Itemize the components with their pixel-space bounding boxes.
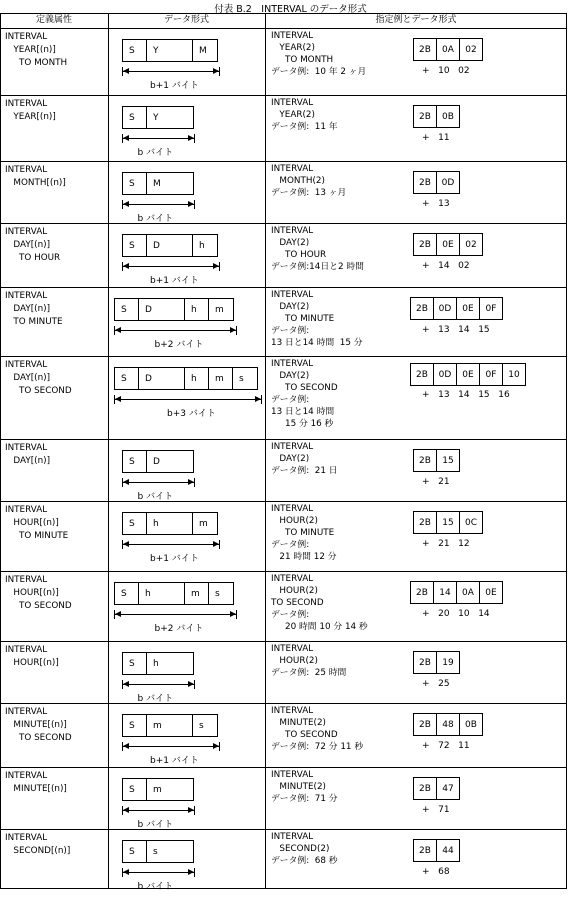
specification-example: INTERVAL HOUR(2) TO MINUTE データ例: 21 時間 12 分 bbox=[271, 504, 337, 562]
field-layout bbox=[122, 778, 194, 801]
size-label: b バイト bbox=[137, 148, 174, 158]
decoded-values: + 13 bbox=[422, 199, 450, 209]
hex-encoding bbox=[410, 287, 565, 356]
hex-encoding bbox=[410, 501, 565, 571]
field-h: h bbox=[199, 240, 205, 251]
row-divider bbox=[0, 287, 567, 288]
specification-example: INTERVAL MINUTE(2) データ例: 71 分 bbox=[271, 770, 338, 804]
header-example-and-format: 指定例とデータ形式 bbox=[375, 15, 457, 25]
dimension-tick-right bbox=[219, 262, 220, 271]
size-dimension-arrow bbox=[122, 200, 195, 209]
hex-byte: 0F bbox=[480, 364, 503, 385]
hex-encoding bbox=[410, 641, 565, 703]
field-layout bbox=[122, 652, 194, 675]
specification-example: INTERVAL HOUR(2) データ例: 25 時間 bbox=[271, 644, 347, 678]
arrowhead-right-icon bbox=[188, 479, 194, 485]
hex-byte: 2B bbox=[411, 582, 434, 603]
field-S: S bbox=[123, 715, 147, 736]
arrowhead-right-icon bbox=[255, 396, 261, 402]
field-m: m bbox=[147, 715, 193, 736]
size-dimension-arrow bbox=[122, 540, 220, 549]
row-divider bbox=[0, 161, 567, 162]
hex-byte: 0A bbox=[457, 582, 480, 603]
data-format-diagram bbox=[110, 767, 265, 829]
field-D: D bbox=[139, 368, 185, 389]
field-layout bbox=[122, 234, 218, 257]
definition-attribute: INTERVAL MINUTE[(n)] TO SECOND bbox=[5, 707, 72, 743]
hex-bytes bbox=[410, 297, 503, 320]
data-format-diagram bbox=[110, 439, 265, 501]
row-divider bbox=[0, 356, 567, 357]
arrowhead-left-icon bbox=[123, 681, 129, 687]
field-S: S bbox=[115, 368, 139, 389]
size-label: b バイト bbox=[137, 820, 174, 830]
size-label: b バイト bbox=[137, 492, 174, 502]
field-layout bbox=[122, 714, 218, 737]
field-S: S bbox=[123, 107, 147, 128]
table-row bbox=[0, 28, 567, 95]
data-format-diagram bbox=[110, 571, 265, 641]
field-layout bbox=[122, 172, 194, 195]
dimension-tick-right bbox=[219, 67, 220, 76]
row-divider bbox=[0, 767, 567, 768]
table-row bbox=[0, 703, 567, 767]
definition-attribute: INTERVAL MINUTE[(n)] bbox=[5, 771, 67, 794]
table-row bbox=[0, 356, 567, 439]
specification-example: INTERVAL SECOND(2) データ例: 68 秒 bbox=[271, 832, 338, 866]
size-label: b+1 バイト bbox=[150, 276, 199, 286]
definition-attribute: INTERVAL MONTH[(n)] bbox=[5, 165, 66, 188]
field-s: s bbox=[153, 846, 158, 857]
hex-encoding bbox=[410, 571, 565, 641]
dimension-line bbox=[114, 399, 262, 400]
row-divider bbox=[0, 888, 567, 889]
size-dimension-arrow bbox=[122, 67, 220, 76]
specification-example: INTERVAL MINUTE(2) TO SECOND データ例: 72 分 11 秒 bbox=[271, 706, 364, 752]
field-S: S bbox=[115, 583, 139, 604]
arrowhead-right-icon bbox=[230, 327, 236, 333]
hex-byte: 0A bbox=[437, 39, 460, 60]
arrowhead-right-icon bbox=[213, 68, 219, 74]
field-S: S bbox=[123, 235, 147, 256]
size-dimension-arrow bbox=[114, 610, 237, 619]
table-row bbox=[0, 767, 567, 829]
dimension-tick-right bbox=[261, 395, 262, 404]
row-divider bbox=[0, 501, 567, 502]
arrowhead-right-icon bbox=[213, 541, 219, 547]
definition-attribute: INTERVAL YEAR[(n)] bbox=[5, 99, 56, 122]
hex-encoding bbox=[410, 767, 565, 829]
field-S: S bbox=[123, 451, 147, 472]
definition-attribute: INTERVAL DAY[(n)] TO HOUR bbox=[5, 227, 61, 263]
hex-encoding bbox=[410, 28, 565, 95]
table-row bbox=[0, 439, 567, 501]
dimension-line bbox=[122, 482, 195, 483]
hex-bytes bbox=[413, 839, 460, 862]
hex-bytes bbox=[413, 38, 483, 61]
field-m: m bbox=[153, 784, 162, 795]
definition-attribute: INTERVAL YEAR[(n)] TO MONTH bbox=[5, 32, 68, 68]
arrowhead-right-icon bbox=[188, 201, 194, 207]
hex-byte: 02 bbox=[465, 239, 477, 250]
dimension-tick-right bbox=[219, 540, 220, 549]
specification-example: INTERVAL MONTH(2) データ例: 13 ヶ月 bbox=[271, 164, 347, 198]
field-S: S bbox=[123, 173, 147, 194]
field-D: D bbox=[147, 235, 193, 256]
arrowhead-left-icon bbox=[123, 807, 129, 813]
hex-bytes bbox=[413, 105, 460, 128]
hex-byte: 2B bbox=[414, 106, 437, 127]
arrowhead-left-icon bbox=[123, 201, 129, 207]
arrowhead-right-icon bbox=[230, 611, 236, 617]
table-row bbox=[0, 287, 567, 356]
size-label: b+1 バイト bbox=[150, 554, 199, 564]
arrowhead-right-icon bbox=[188, 135, 194, 141]
definition-attribute: INTERVAL HOUR[(n)] TO MINUTE bbox=[5, 505, 69, 541]
decoded-values: + 10 02 bbox=[422, 66, 470, 76]
field-h: h bbox=[147, 513, 193, 534]
field-layout bbox=[122, 840, 194, 863]
dimension-line bbox=[122, 204, 195, 205]
data-format-diagram bbox=[110, 161, 265, 223]
decoded-values: + 72 11 bbox=[422, 741, 470, 751]
hex-byte: 0B bbox=[465, 719, 477, 730]
data-format-diagram bbox=[110, 641, 265, 703]
size-dimension-arrow bbox=[122, 742, 220, 751]
dimension-line bbox=[122, 138, 195, 139]
hex-byte: 0C bbox=[464, 517, 477, 528]
arrowhead-left-icon bbox=[115, 611, 121, 617]
hex-bytes bbox=[413, 651, 460, 674]
hex-byte: 0E bbox=[457, 364, 480, 385]
arrowhead-left-icon bbox=[123, 541, 129, 547]
hex-byte: 0E bbox=[437, 234, 460, 255]
dimension-tick-right bbox=[236, 610, 237, 619]
hex-byte: 02 bbox=[465, 44, 477, 55]
specification-example: INTERVAL YEAR(2) TO MONTH データ例: 10 年 2 ヶ月 bbox=[271, 31, 367, 77]
field-Y: Y bbox=[147, 40, 193, 61]
arrowhead-left-icon bbox=[115, 327, 121, 333]
arrowhead-right-icon bbox=[188, 807, 194, 813]
hex-byte: 0E bbox=[485, 587, 497, 598]
hex-byte: 0F bbox=[485, 303, 497, 314]
size-dimension-arrow bbox=[122, 680, 195, 689]
data-format-diagram bbox=[110, 223, 265, 287]
field-h: h bbox=[153, 658, 159, 669]
field-S: S bbox=[123, 841, 147, 862]
hex-encoding bbox=[410, 703, 565, 767]
hex-bytes bbox=[413, 449, 460, 472]
hex-byte: 2B bbox=[411, 364, 434, 385]
hex-byte: 2B bbox=[414, 652, 437, 673]
size-label: b+1 バイト bbox=[150, 81, 199, 91]
hex-byte: 2B bbox=[414, 512, 437, 533]
table-row bbox=[0, 161, 567, 223]
data-format-diagram bbox=[110, 28, 265, 95]
field-h: h bbox=[139, 583, 185, 604]
hex-byte: 0D bbox=[434, 364, 457, 385]
hex-encoding bbox=[410, 223, 565, 287]
dimension-line bbox=[122, 266, 220, 267]
field-layout bbox=[122, 512, 218, 535]
size-label: b+2 バイト bbox=[154, 340, 204, 350]
size-label: b+3 バイト bbox=[167, 409, 216, 419]
field-layout bbox=[114, 298, 234, 321]
field-m: m bbox=[185, 583, 209, 604]
hex-encoding bbox=[410, 356, 565, 439]
field-h: h bbox=[185, 299, 209, 320]
hex-bytes bbox=[413, 713, 483, 736]
row-divider bbox=[0, 439, 567, 440]
table-row bbox=[0, 571, 567, 641]
dimension-tick-right bbox=[194, 200, 195, 209]
size-dimension-arrow bbox=[122, 478, 195, 487]
arrowhead-right-icon bbox=[213, 743, 219, 749]
hex-byte: 19 bbox=[442, 657, 454, 668]
dimension-line bbox=[122, 810, 195, 811]
field-s: s bbox=[215, 588, 220, 599]
dimension-line bbox=[122, 544, 220, 545]
dimension-line bbox=[114, 614, 237, 615]
specification-example: INTERVAL DAY(2) TO MINUTE データ例: 13 日と14 時間 15 分 bbox=[271, 290, 363, 348]
hex-byte: 2B bbox=[414, 778, 437, 799]
size-label: b+1 バイト bbox=[150, 756, 199, 766]
field-Y: Y bbox=[153, 112, 159, 123]
dimension-line bbox=[122, 746, 220, 747]
data-format-diagram bbox=[110, 829, 265, 890]
hex-byte: 2B bbox=[414, 450, 437, 471]
field-S: S bbox=[115, 299, 139, 320]
field-M: M bbox=[199, 45, 207, 56]
row-divider bbox=[0, 223, 567, 224]
row-divider bbox=[0, 829, 567, 830]
data-format-diagram bbox=[110, 356, 265, 439]
arrowhead-left-icon bbox=[123, 479, 129, 485]
field-layout bbox=[114, 582, 234, 605]
hex-byte: 15 bbox=[437, 512, 460, 533]
decoded-values: + 21 bbox=[422, 477, 450, 487]
dimension-line bbox=[114, 330, 237, 331]
row-divider bbox=[0, 13, 567, 14]
decoded-values: + 11 bbox=[422, 133, 450, 143]
hex-encoding bbox=[410, 95, 565, 161]
hex-byte: 0B bbox=[442, 111, 454, 122]
table-row bbox=[0, 223, 567, 287]
arrowhead-left-icon bbox=[115, 396, 121, 402]
hex-bytes bbox=[413, 171, 460, 194]
table-title: 付表 B.2 INTERVAL のデータ形式 bbox=[214, 4, 367, 15]
definition-attribute: INTERVAL DAY[(n)] TO SECOND bbox=[5, 360, 72, 396]
arrowhead-left-icon bbox=[123, 68, 129, 74]
hex-byte: 0D bbox=[434, 298, 457, 319]
field-S: S bbox=[123, 653, 147, 674]
dimension-line bbox=[122, 872, 195, 873]
specification-example: INTERVAL HOUR(2) TO SECOND データ例: 20 時間 10 分 14 秒 bbox=[271, 574, 368, 632]
field-layout bbox=[122, 106, 194, 129]
column-divider bbox=[0, 13, 1, 889]
arrowhead-right-icon bbox=[188, 681, 194, 687]
dimension-line bbox=[122, 71, 220, 72]
arrowhead-right-icon bbox=[213, 263, 219, 269]
specification-example: INTERVAL YEAR(2) データ例: 11 年 bbox=[271, 98, 338, 132]
header-data-format: データ形式 bbox=[163, 15, 209, 25]
size-label: b+2 バイト bbox=[154, 624, 204, 634]
size-dimension-arrow bbox=[114, 395, 262, 404]
data-format-diagram bbox=[110, 95, 265, 161]
data-format-diagram bbox=[110, 501, 265, 571]
data-format-diagram bbox=[110, 287, 265, 356]
size-dimension-arrow bbox=[122, 262, 220, 271]
field-S: S bbox=[123, 513, 147, 534]
field-h: h bbox=[185, 368, 209, 389]
decoded-values: + 13 14 15 16 bbox=[422, 390, 510, 400]
dimension-tick-right bbox=[194, 134, 195, 143]
arrowhead-left-icon bbox=[123, 263, 129, 269]
decoded-values: + 14 02 bbox=[422, 261, 470, 271]
column-divider bbox=[108, 13, 109, 889]
hex-bytes bbox=[413, 511, 483, 534]
definition-attribute: INTERVAL HOUR[(n)] TO SECOND bbox=[5, 575, 72, 611]
size-label: b バイト bbox=[137, 694, 174, 704]
definition-attribute: INTERVAL DAY[(n)] TO MINUTE bbox=[5, 291, 63, 327]
decoded-values: + 68 bbox=[422, 867, 450, 877]
hex-byte: 2B bbox=[414, 172, 437, 193]
table-row bbox=[0, 95, 567, 161]
hex-bytes bbox=[410, 363, 526, 386]
hex-byte: 2B bbox=[414, 39, 437, 60]
arrowhead-left-icon bbox=[123, 135, 129, 141]
field-S: S bbox=[123, 40, 147, 61]
field-layout bbox=[122, 39, 218, 62]
hex-encoding bbox=[410, 161, 565, 223]
field-layout bbox=[114, 367, 258, 390]
dimension-tick-right bbox=[194, 478, 195, 487]
hex-byte: 47 bbox=[442, 783, 454, 794]
table-row bbox=[0, 501, 567, 571]
size-label: b バイト bbox=[137, 214, 174, 224]
hex-byte: 0D bbox=[441, 177, 455, 188]
decoded-values: + 13 14 15 bbox=[422, 325, 490, 335]
definition-attribute: INTERVAL SECOND[(n)] bbox=[5, 833, 71, 856]
dimension-tick-right bbox=[219, 742, 220, 751]
decoded-values: + 71 bbox=[422, 805, 450, 815]
hex-encoding bbox=[410, 829, 565, 890]
hex-byte: 48 bbox=[437, 714, 460, 735]
arrowhead-left-icon bbox=[123, 743, 129, 749]
decoded-values: + 21 12 bbox=[422, 539, 470, 549]
hex-encoding bbox=[410, 439, 565, 501]
decoded-values: + 20 10 14 bbox=[422, 609, 490, 619]
definition-attribute: INTERVAL HOUR[(n)] bbox=[5, 645, 59, 668]
field-S: S bbox=[123, 779, 147, 800]
field-s: s bbox=[199, 720, 204, 731]
hex-byte: 0E bbox=[457, 298, 480, 319]
dimension-tick-right bbox=[236, 326, 237, 335]
dimension-line bbox=[122, 684, 195, 685]
size-dimension-arrow bbox=[122, 868, 195, 877]
size-dimension-arrow bbox=[114, 326, 237, 335]
dimension-tick-right bbox=[194, 680, 195, 689]
hex-byte: 2B bbox=[414, 234, 437, 255]
hex-bytes bbox=[413, 233, 483, 256]
decoded-values: + 25 bbox=[422, 679, 450, 689]
field-M: M bbox=[153, 178, 161, 189]
row-divider bbox=[0, 28, 567, 29]
hex-byte: 2B bbox=[414, 840, 437, 861]
size-dimension-arrow bbox=[122, 806, 195, 815]
definition-attribute: INTERVAL DAY[(n)] bbox=[5, 443, 51, 466]
row-divider bbox=[0, 703, 567, 704]
row-divider bbox=[0, 95, 567, 96]
table-row bbox=[0, 829, 567, 890]
interval-data-format-table bbox=[0, 13, 567, 892]
hex-byte: 2B bbox=[414, 714, 437, 735]
field-D: D bbox=[153, 456, 160, 467]
arrowhead-right-icon bbox=[188, 869, 194, 875]
size-dimension-arrow bbox=[122, 134, 195, 143]
size-label: b バイト bbox=[137, 882, 174, 892]
hex-bytes bbox=[413, 777, 460, 800]
data-format-diagram bbox=[110, 703, 265, 767]
field-layout bbox=[122, 450, 194, 473]
hex-byte: 44 bbox=[442, 845, 454, 856]
specification-example: INTERVAL DAY(2) データ例: 21 日 bbox=[271, 442, 338, 476]
dimension-tick-right bbox=[194, 868, 195, 877]
field-D: D bbox=[139, 299, 185, 320]
field-m: m bbox=[215, 304, 224, 315]
field-m: m bbox=[199, 518, 208, 529]
hex-byte: 15 bbox=[442, 455, 454, 466]
field-s: s bbox=[239, 373, 244, 384]
column-divider bbox=[566, 13, 567, 889]
arrowhead-left-icon bbox=[123, 869, 129, 875]
hex-bytes bbox=[410, 581, 503, 604]
row-divider bbox=[0, 641, 567, 642]
row-divider bbox=[0, 571, 567, 572]
header-definition-attribute: 定義属性 bbox=[35, 15, 72, 25]
table-row bbox=[0, 641, 567, 703]
dimension-tick-right bbox=[194, 806, 195, 815]
specification-example: INTERVAL DAY(2) TO SECOND データ例: 13 日と14 時間 15 分 16 秒 bbox=[271, 359, 338, 429]
field-m: m bbox=[209, 368, 233, 389]
hex-byte: 2B bbox=[411, 298, 434, 319]
hex-byte: 10 bbox=[508, 369, 520, 380]
specification-example: INTERVAL DAY(2) TO HOUR データ例:14日と2 時間 bbox=[271, 226, 364, 272]
hex-byte: 14 bbox=[434, 582, 457, 603]
column-divider bbox=[265, 13, 266, 889]
